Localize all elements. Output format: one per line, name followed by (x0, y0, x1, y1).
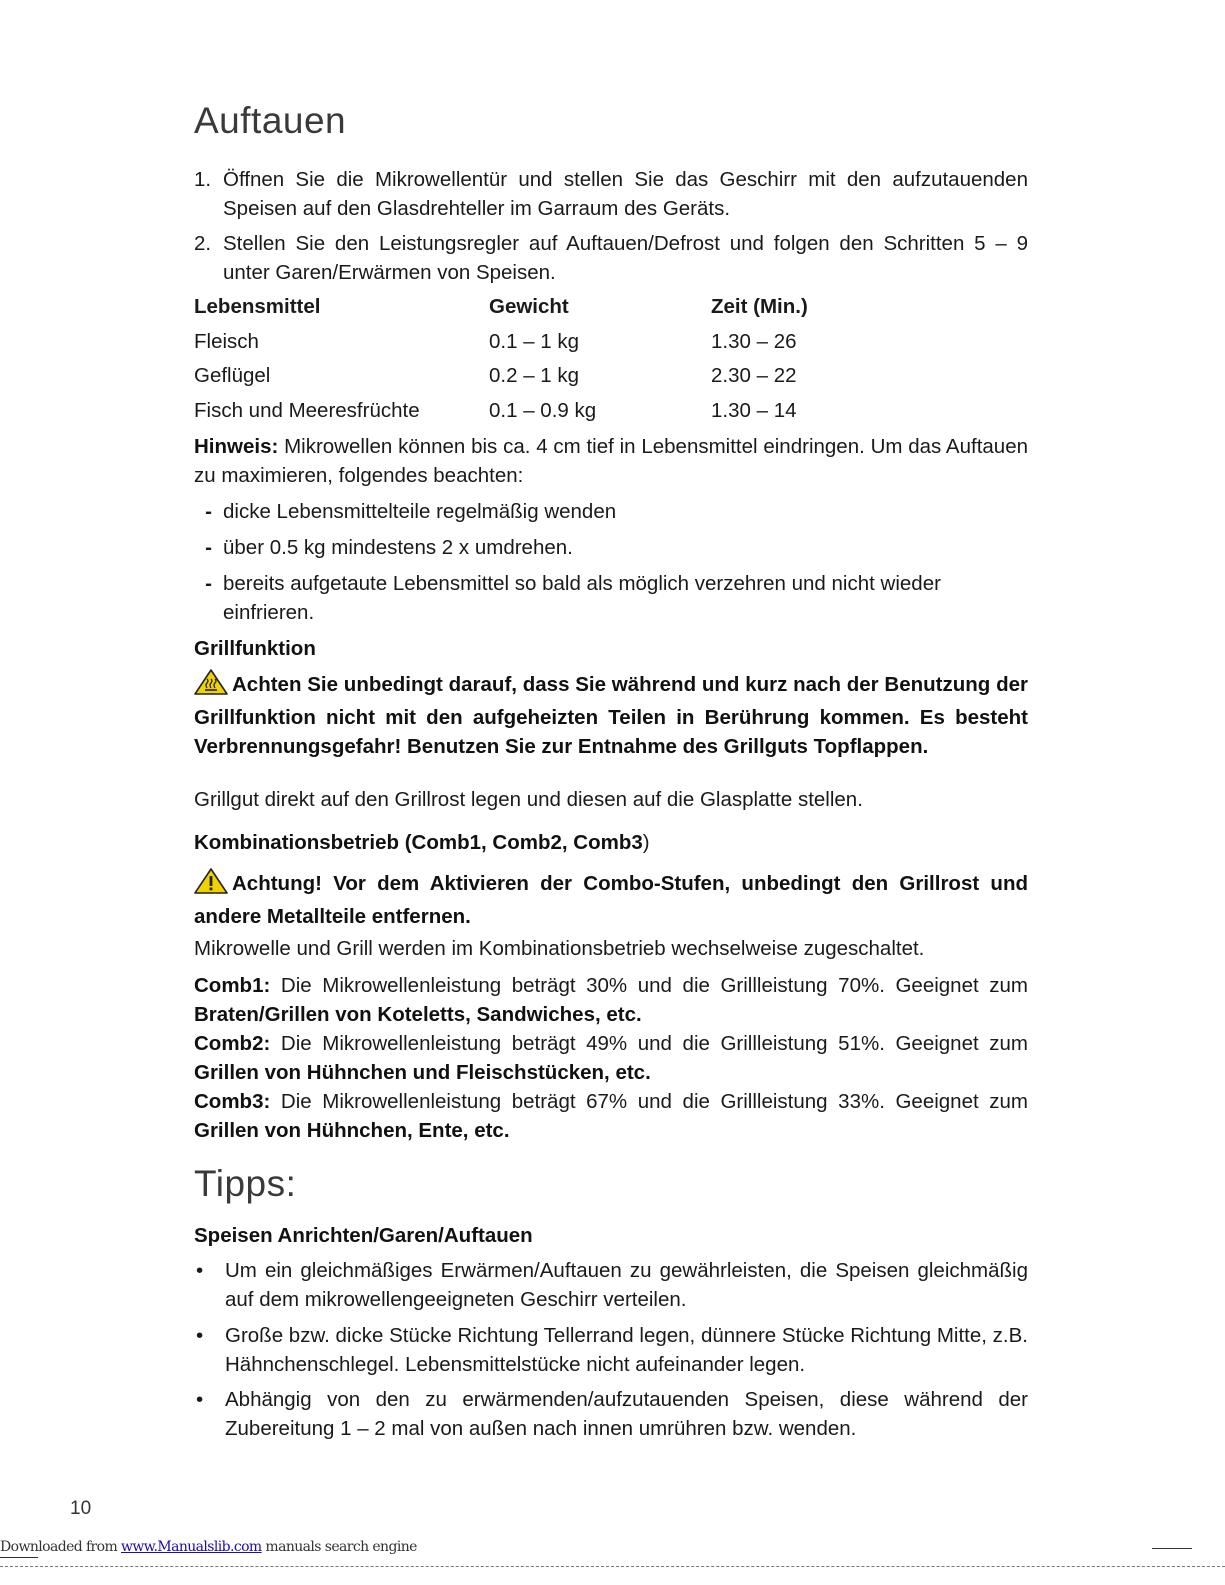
step-1 (194, 165, 1028, 223)
list-item (194, 1256, 1028, 1314)
list-item-text: über 0.5 kg mindestens 2 x umdrehen. (223, 536, 573, 559)
step-number: 2. (194, 232, 212, 255)
combo-mode-label: Comb2: (194, 1032, 271, 1055)
table-header-row (194, 290, 894, 325)
list-item (194, 533, 1028, 562)
combo-mode-2 (194, 1029, 1028, 1087)
combo-mode-use: Grillen von Hühnchen und Fleischstücken, etc. (194, 1061, 651, 1084)
note-paragraph (194, 432, 1028, 490)
table-row (194, 359, 894, 394)
table-cell: 0.2 – 1 kg (489, 364, 580, 388)
list-item (194, 569, 1028, 627)
bullet-marker: • (196, 1259, 204, 1282)
combo-mode-1 (194, 971, 1028, 1029)
caution-warning-icon (194, 868, 228, 902)
dash-marker: - (205, 572, 212, 595)
bullet-marker: • (196, 1388, 204, 1411)
combo-mode-use: Grillen von Hühnchen, Ente, etc. (194, 1119, 510, 1142)
hot-surface-warning-icon (194, 669, 228, 703)
step-text: Öffnen Sie die Mikrowellentür und stellen Sie das Geschirr mit den aufzutauenden Speisen auf den Glasdrehteller im Garraum des Geräts. (223, 168, 1028, 220)
list-item-text: Um ein gleichmäßiges Erwärmen/Auftauen zu gewährleisten, die Speisen gleichmäßig auf dem mikrowellengeeigneten Geschirr verteilen. (225, 1259, 1028, 1311)
combo-warning-text: Achtung! Vor dem Aktivieren der Combo-Stufen, unbedingt den Grillrost und andere Metallteile entfernen. (194, 872, 1028, 928)
table-cell: 1.30 – 14 (711, 398, 797, 422)
dash-marker: - (205, 536, 212, 559)
footer-rule-right (1152, 1548, 1192, 1549)
table-row (194, 394, 894, 429)
tipps-heading: Speisen Anrichten/Garen/Auftauen (194, 1224, 533, 1247)
table-header: Zeit (Min.) (711, 295, 808, 319)
footer-text (0, 1539, 417, 1555)
combo-mode-text: Die Mikrowellenleistung beträgt 49% und die Grillleistung 51%. Geeignet zum (270, 1032, 1028, 1055)
grill-text: Grillgut direkt auf den Grillrost legen und diesen auf die Glasplatte stellen. (194, 788, 863, 811)
step-number: 1. (194, 168, 212, 191)
grill-heading: Grillfunktion (194, 637, 316, 660)
combo-warning (194, 868, 1028, 931)
list-item-text: Abhängig von den zu erwärmenden/aufzutauenden Speisen, diese während der Zubereitung 1 – 2 mal von außen nach innen umrühren bzw. wenden. (225, 1388, 1028, 1440)
combo-intro: Mikrowelle und Grill werden im Kombinationsbetrieb wechselweise zugeschaltet. (194, 937, 925, 960)
bullet-marker: • (196, 1324, 204, 1347)
combo-heading (194, 828, 650, 857)
grill-warning (194, 669, 1028, 761)
table-cell: Geflügel (194, 364, 271, 388)
defrost-table (194, 290, 894, 428)
page-number: 10 (70, 1498, 92, 1519)
combo-mode-use: Braten/Grillen von Koteletts, Sandwiches, etc. (194, 1003, 642, 1026)
note-label: Hinweis: (194, 435, 279, 458)
combo-mode-text: Die Mikrowellenleistung beträgt 67% und die Grillleistung 33%. Geeignet zum (270, 1090, 1028, 1113)
table-cell: Fleisch (194, 329, 259, 353)
dash-marker: - (205, 500, 212, 523)
list-item-text: Große bzw. dicke Stücke Richtung Tellerrand legen, dünnere Stücke Richtung Mitte, z.B. Hähnchenschlegel. Lebensmittelstücke nicht aufeinander legen. (225, 1324, 1028, 1376)
table-cell: 2.30 – 22 (711, 364, 797, 388)
step-2 (194, 229, 1028, 287)
note-text: Mikrowellen können bis ca. 4 cm tief in Lebensmittel eindringen. Um das Auftauen zu maximieren, folgendes beachten: (194, 435, 1028, 487)
table-cell: 0.1 – 0.9 kg (489, 398, 597, 422)
list-item (194, 1385, 1028, 1443)
list-item-text: bereits aufgetaute Lebensmittel so bald als möglich verzehren und nicht wieder einfrieren. (223, 572, 941, 624)
section-title-tipps: Tipps: (194, 1163, 297, 1204)
table-cell: Fisch und Meeresfrüchte (194, 398, 420, 422)
table-cell: 0.1 – 1 kg (489, 329, 580, 353)
footer-link[interactable]: www.Manualslib.com (121, 1539, 262, 1555)
footer-rule-left (0, 1557, 38, 1558)
footer-suffix: manuals search engine (261, 1539, 417, 1555)
list-item-text: dicke Lebensmittelteile regelmäßig wenden (223, 500, 617, 523)
list-item (194, 497, 1028, 526)
step-text: Stellen Sie den Leistungsregler auf Auftauen/Defrost und folgen den Schritten 5 – 9 unter Garen/Erwärmen von Speisen. (223, 232, 1028, 284)
table-cell: 1.30 – 26 (711, 329, 797, 353)
table-header: Gewicht (489, 295, 569, 319)
table-row (194, 325, 894, 360)
combo-mode-text: Die Mikrowellenleistung beträgt 30% und die Grillleistung 70%. Geeignet zum (270, 974, 1028, 997)
footer-prefix: Downloaded from (0, 1539, 121, 1555)
combo-heading-close: ) (642, 831, 650, 854)
section-title-auftauen: Auftauen (194, 100, 347, 141)
combo-mode-3 (194, 1087, 1028, 1145)
footer-cut-line (0, 1566, 1225, 1567)
combo-mode-label: Comb3: (194, 1090, 271, 1113)
grill-warning-text: Achten Sie unbedingt darauf, dass Sie während und kurz nach der Benutzung der Grillfunktion nicht mit den aufgeheizten Teilen in Berührung kommen. Es besteht Verbrennungsgefahr! Benutzen Sie zur Entnahme des Grillguts Topflappen. (194, 673, 1028, 758)
table-header: Lebensmittel (194, 295, 321, 319)
combo-heading-text: Kombinationsbetrieb (Comb1, Comb2, Comb3 (194, 831, 643, 854)
combo-mode-label: Comb1: (194, 974, 271, 997)
list-item (194, 1321, 1028, 1379)
